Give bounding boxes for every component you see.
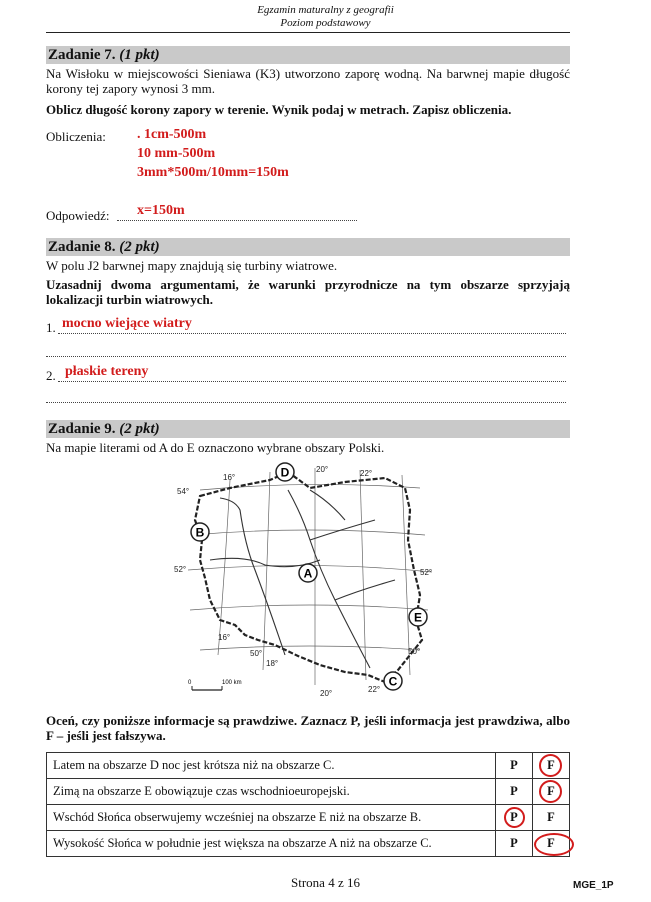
lon-label-20-north: 20° [316,465,329,474]
answer2-number: 2. [46,368,56,383]
area-label-a: A [303,566,313,581]
answer-line [117,220,357,221]
option-f[interactable] [533,753,570,779]
option-p[interactable] [496,753,533,779]
lat-label-52-west: 52° [174,565,187,574]
exam-title: Egzamin maturalny z geografii [257,4,394,16]
option-f[interactable] [533,805,570,831]
scale-start: 0 [188,680,192,686]
table-row [47,753,570,779]
answer-circle-mark [534,833,574,856]
lon-label-16-north: 16° [223,473,236,482]
area-marker-d [276,463,294,481]
task7-points: (1 pkt) [119,47,160,63]
area-marker-a [299,564,317,582]
answer1-line-2 [46,356,566,357]
answer1-number: 1. [46,320,56,335]
lon-label-22-south: 22° [368,685,381,694]
answer-circle-mark [539,780,562,803]
option-p-label: P [510,810,518,824]
lat-label-50-east: 50° [408,647,421,656]
calc-line-2: 10 mm-500m [137,146,216,161]
graticule-labels [174,465,432,698]
true-false-table [46,752,570,857]
calc-line-1: . 1cm-500m [137,127,207,142]
table-row [47,831,570,857]
option-f[interactable] [533,779,570,805]
page-number: Strona 4 z 16 [291,875,360,890]
task8-answer-2: płaskie tereny [65,364,149,379]
task7-title: Zadanie 7. [48,47,116,63]
area-marker-c [384,672,402,690]
statement-text: Latem na obszarze D noc jest krótsza niż na obszarze C. [47,753,496,779]
area-label-b: B [195,525,205,540]
exam-code: MGE_1P [573,880,614,891]
answer-label: Odpowiedź: [46,208,110,223]
area-marker-e [409,608,427,626]
calc-label: Obliczenia: [46,129,106,144]
task8-header-bar [46,238,570,256]
task7-answer: x=150m [137,203,185,218]
task9-intro: Na mapie literami od A do E oznaczono wybrane obszary Polski. [46,440,385,455]
task8-intro: W polu J2 barwnej mapy znajdują się turbiny wiatrowe. [46,258,338,273]
lon-label-16-south: 16° [218,633,231,642]
statement-text: Wysokość Słońca w południe jest większa na obszarze A niż na obszarze C. [47,831,496,857]
area-marker-b [191,523,209,541]
lat-label-52-east: 52° [420,568,433,577]
answer-circle-mark [539,754,562,777]
table-row [47,779,570,805]
task7-header-bar [46,46,570,64]
task8-instruction: Uzasadnij dwoma argumentami, że warunki przyrodnicze na tym obszarze sprzyjają lokalizacji turbin wiatrowych. [46,277,570,307]
task7-instruction: Oblicz długość korony zapory w terenie. Wynik podaj w metrach. Zapisz obliczenia. [46,102,512,117]
option-p-label: P [510,758,518,772]
option-f[interactable] [533,831,570,857]
task8-points: (2 pkt) [119,239,160,255]
answer2-line [58,381,566,382]
option-f-label: F [547,784,555,798]
lon-label-18-south: 18° [266,659,279,668]
task8-answer-1: mocno wiejące wiatry [62,316,192,331]
task9-points: (2 pkt) [119,421,160,437]
option-p-label: P [510,784,518,798]
exam-level: Poziom podstawowy [280,17,371,29]
area-label-c: C [388,674,398,689]
option-f-label: F [547,758,555,772]
table-row [47,805,570,831]
task8-title: Zadanie 8. [48,239,116,255]
statement-text: Zimą na obszarze E obowiązuje czas wschodnioeuropejski. [47,779,496,805]
poland-map [170,460,440,700]
area-label-d: D [280,465,290,480]
calc-line-3: 3mm*500m/10mm=150m [137,165,289,180]
answer-circle-mark [504,807,525,828]
statement-text: Wschód Słońca obserwujemy wcześniej na obszarze E niż na obszarze B. [47,805,496,831]
task9-instruction: Oceń, czy poniższe informacje są prawdziwe. Zaznacz P, jeśli informacja jest prawdziwa, albo F – jeśli jest fałszywa. [46,713,570,743]
scale-end: 100 km [222,680,242,686]
task9-title: Zadanie 9. [48,421,116,437]
option-f-label: F [547,810,555,824]
option-p[interactable] [496,805,533,831]
option-p[interactable] [496,831,533,857]
header-rule [46,32,570,33]
lat-label-50-west: 50° [250,649,263,658]
answer2-line-2 [46,402,566,403]
answer1-line [58,333,566,334]
scale-bar [188,680,242,690]
option-f-label: F [547,836,555,850]
lon-label-20-south: 20° [320,689,333,698]
option-p[interactable] [496,779,533,805]
task9-header-bar [46,420,570,438]
option-p-label: P [510,836,518,850]
area-markers [191,463,427,690]
lon-label-22-north: 22° [360,469,373,478]
area-label-e: E [413,610,423,625]
task7-intro: Na Wisłoku w miejscowości Sieniawa (K3) utworzono zaporę wodną. Na barwnej mapie długość korony tej zapory wynosi 3 mm. [46,66,570,96]
lat-label-54: 54° [177,487,190,496]
